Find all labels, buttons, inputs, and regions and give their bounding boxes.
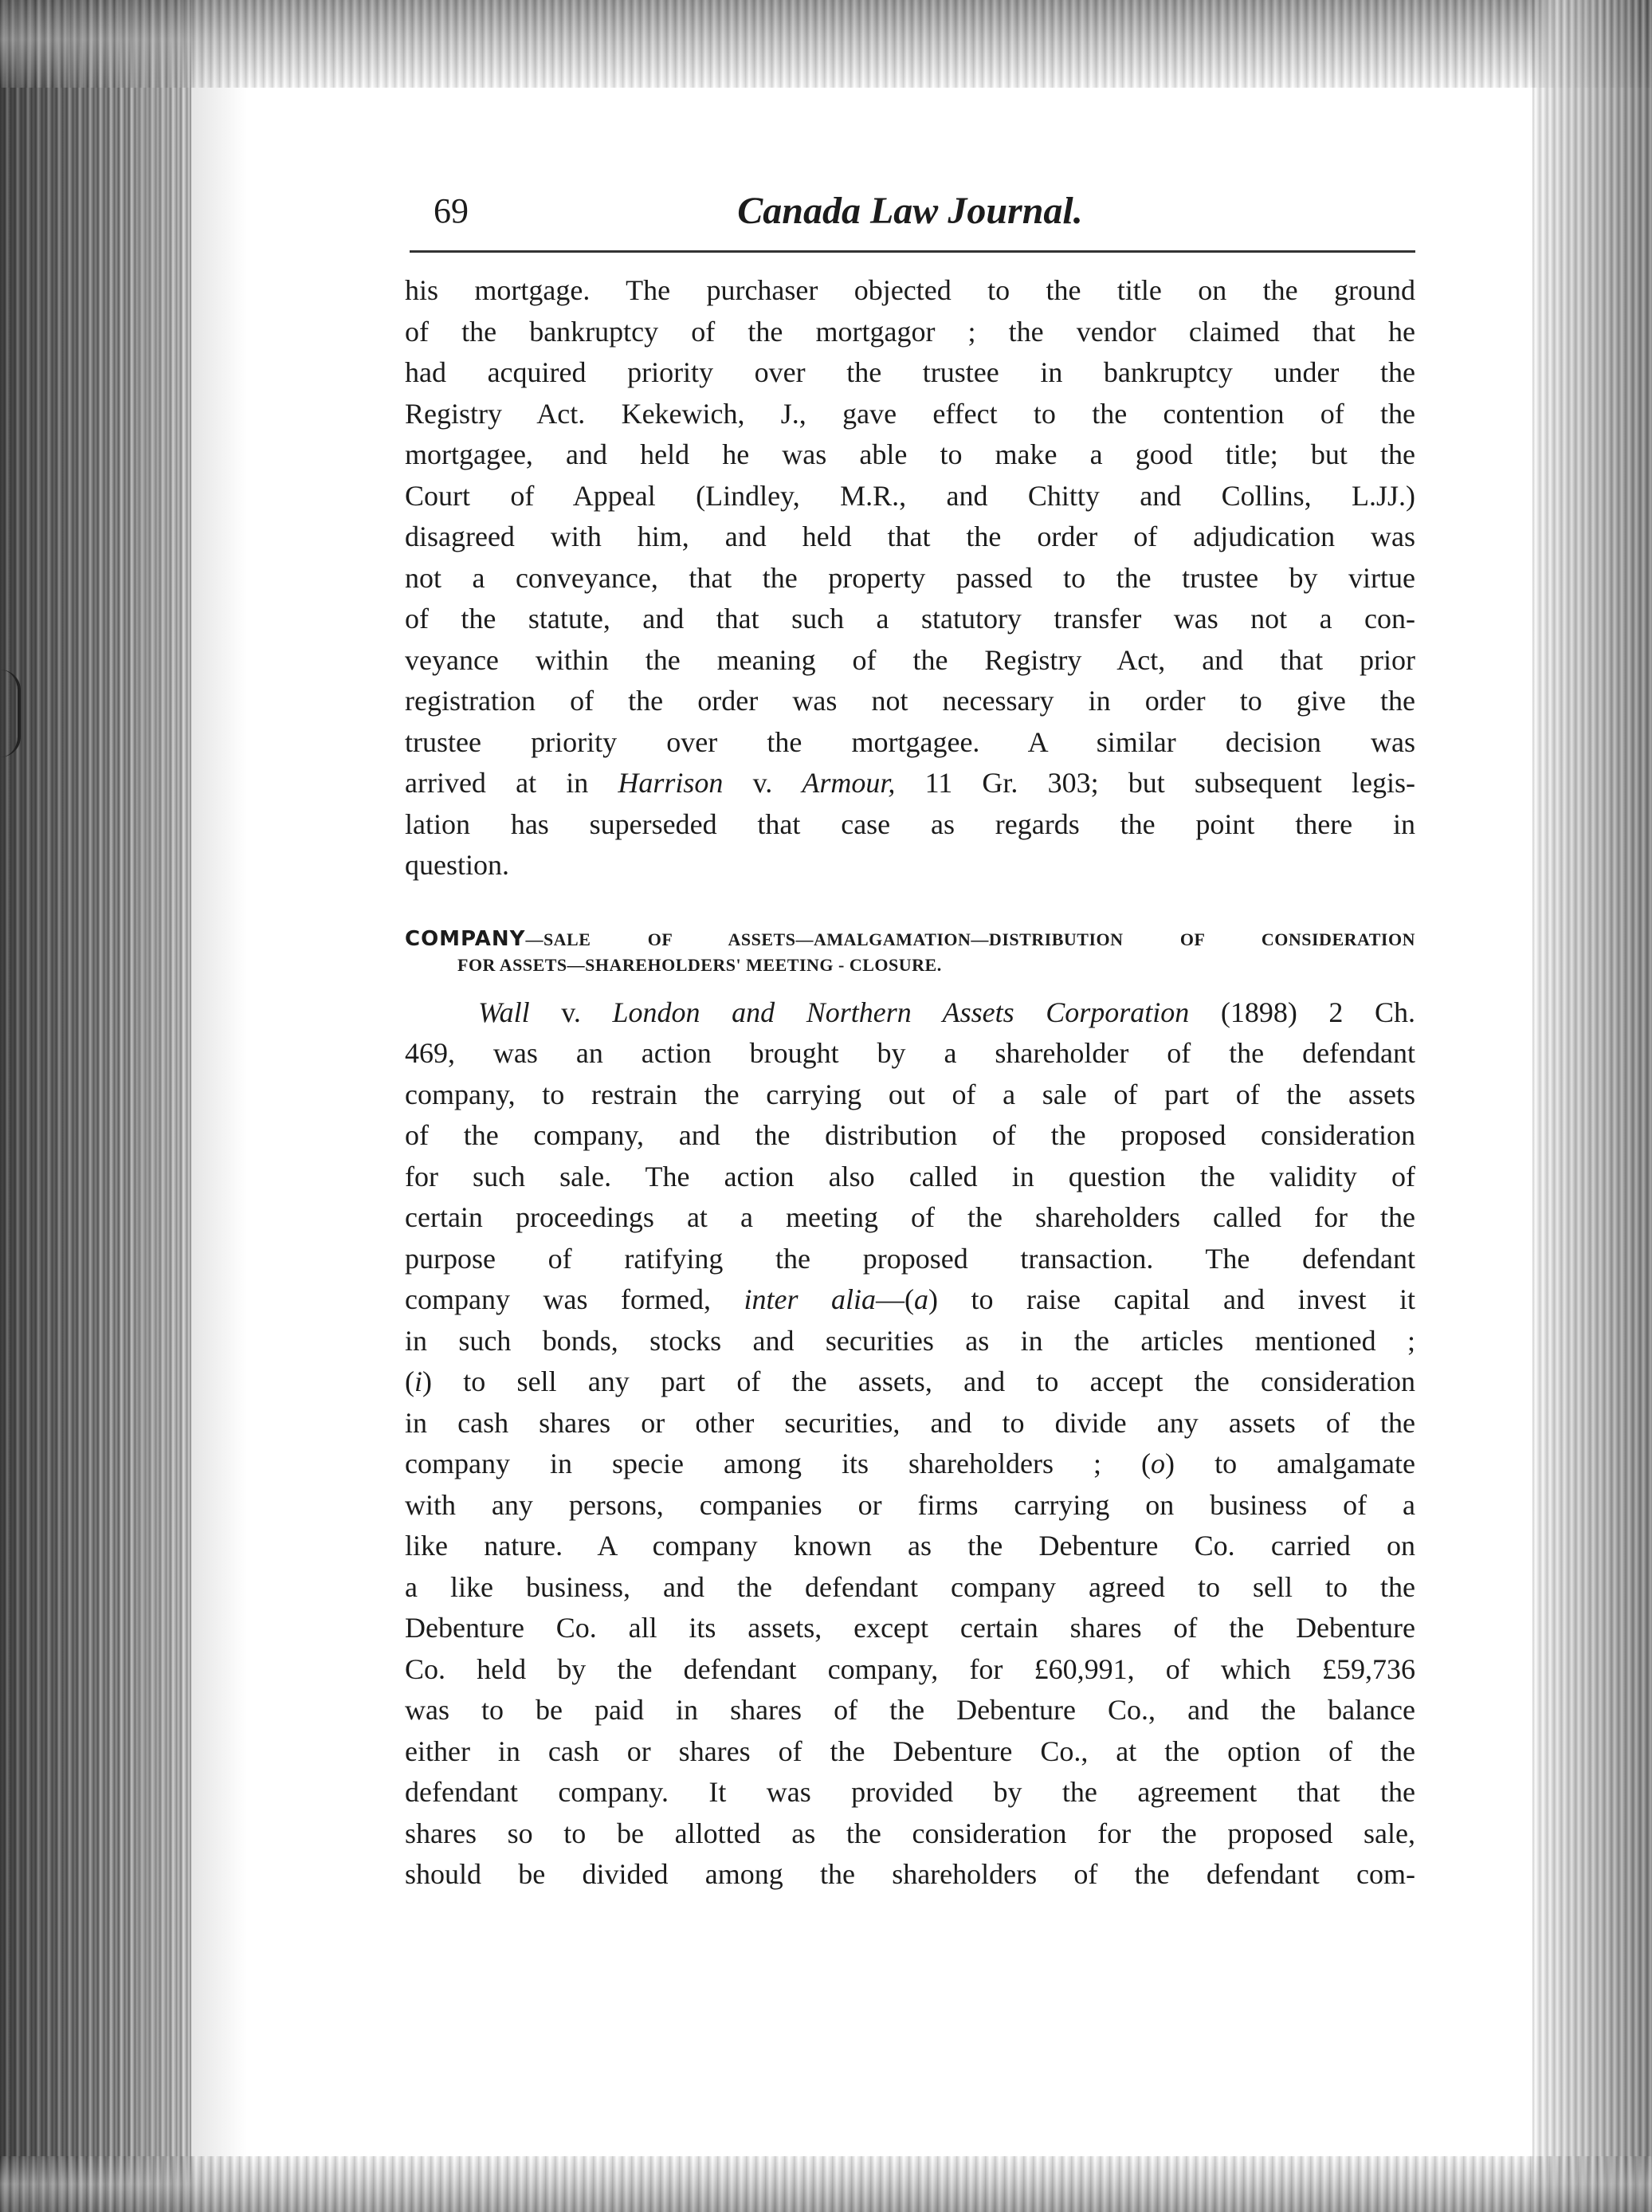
text-line: his mortgage. The purchaser objected to the title on the ground [405, 274, 1415, 306]
paragraph-case [405, 992, 1415, 1896]
scan-binding-fade [135, 0, 247, 2212]
text-line: not a conveyance, that the property passed to the trustee by virtue [405, 561, 1415, 594]
item-letter: i [414, 1365, 423, 1397]
case-title-line [405, 992, 1415, 1034]
text-line: Court of Appeal (Lindley, M.R., and Chitty and Collins, L.JJ.) [405, 479, 1415, 512]
text-line: for such sale. The action also called in question the validity of [405, 1160, 1415, 1192]
heading-rest: —SALE OF ASSETS—AMALGAMATION—DISTRIBUTION OF CONSIDERATION [525, 929, 1415, 949]
text-line: certain proceedings at a meeting of the shareholders called for the [405, 1201, 1415, 1233]
text-line: disagreed with him, and held that the order of adjudication was [405, 521, 1415, 552]
text-line: Debenture Co. all its assets, except certain shares of the Debenture [405, 1612, 1415, 1644]
document-page [405, 183, 1415, 1896]
text-fragment: v. [529, 996, 613, 1028]
margin-mark [0, 670, 21, 757]
case-citation: (1898) 2 Ch. [1189, 996, 1415, 1028]
text-line: 469, was an action brought by a shareholder of the defendant [405, 1037, 1415, 1069]
text-line: either in cash or shares of the Debenture Co., at the option of the [405, 1735, 1415, 1767]
text-line: in such bonds, stocks and securities as in the articles mentioned ; [405, 1324, 1415, 1357]
heading-line-2: FOR ASSETS—SHAREHOLDERS' MEETING - CLOSURE. [457, 954, 942, 975]
text-fragment: ) to amalgamate [1165, 1448, 1415, 1479]
case-party-1: Harrison [618, 767, 724, 799]
text-fragment: —( [876, 1283, 915, 1315]
heading-line-1 [405, 926, 1415, 953]
text-fragment: company in specie among its shareholders ; ( [405, 1448, 1152, 1479]
journal-title: Canada Law Journal. [737, 190, 1083, 232]
text-line: registration of the order was not necessary in order to give the [405, 685, 1415, 717]
text-line: mortgagee, and held he was able to make a good title; but the [405, 438, 1415, 470]
scan-right-edge [1532, 0, 1652, 2212]
text-line: company, to restrain the carrying out of a sale of part of the assets [405, 1078, 1415, 1110]
text-line: should be divided among the shareholders of the defendant com- [405, 1858, 1415, 1890]
text-line: with any persons, companies or firms carrying on business of a [405, 1488, 1415, 1521]
text-line: a like business, and the defendant company agreed to sell to the [405, 1570, 1415, 1603]
text-line: of the company, and the distribution of the proposed consideration [405, 1119, 1415, 1151]
header-rule [410, 250, 1415, 253]
case-party-1: Wall [478, 996, 530, 1028]
latin-term: inter alia [744, 1283, 877, 1315]
text-line [405, 1444, 1415, 1485]
text-fragment: v. [723, 767, 802, 799]
text-line: in cash shares or other securities, and to divide any assets of the [405, 1406, 1415, 1439]
paragraph-continuation [405, 270, 1415, 886]
running-head [405, 183, 1415, 239]
text-line: purpose of ratifying the proposed transaction. The defendant [405, 1242, 1415, 1275]
text-line: of the statute, and that such a statutory transfer was not a con- [405, 603, 1415, 635]
text-fragment: 11 Gr. 303; but subsequent legis- [895, 767, 1415, 799]
item-letter: a [914, 1283, 929, 1315]
text-fragment: ) to sell any part of the assets, and to accept the consideration [422, 1365, 1415, 1397]
text-fragment: ( [405, 1365, 414, 1397]
text-line [405, 1279, 1415, 1321]
text-line: had acquired priority over the trustee in bankruptcy under the [405, 356, 1415, 388]
text-line: of the bankruptcy of the mortgagor ; the vendor claimed that he [405, 315, 1415, 348]
scan-top-edge [0, 0, 1652, 88]
heading-lead: COMPANY [405, 926, 526, 951]
text-line: shares so to be allotted as the consideration for the proposed sale, [405, 1817, 1415, 1849]
text-line [405, 1361, 1415, 1403]
page-number: 69 [434, 191, 469, 230]
text-line: defendant company. It was provided by the agreement that the [405, 1776, 1415, 1808]
item-letter: o [1151, 1448, 1166, 1479]
text-line: question. [405, 849, 509, 881]
text-line: lation has superseded that case as regards the point there in [405, 807, 1415, 840]
case-party-2: London and Northern Assets Corporation [612, 996, 1190, 1028]
scan-bottom-edge [0, 2156, 1652, 2212]
text-line: Registry Act. Kekewich, J., gave effect to the contention of the [405, 397, 1415, 430]
text-fragment: company was formed, [405, 1283, 711, 1315]
text-line: Co. held by the defendant company, for £60,991, of which £59,736 [405, 1652, 1415, 1685]
text-line: veyance within the meaning of the Registry Act, and that prior [405, 643, 1415, 676]
text-line: trustee priority over the mortgagee. A similar decision was [405, 725, 1415, 758]
text-line: like nature. A company known as the Debenture Co. carried on [405, 1530, 1415, 1562]
text-line: was to be paid in shares of the Debenture Co., and the balance [405, 1694, 1415, 1726]
section-heading [405, 926, 1415, 978]
case-party-2: Armour, [802, 767, 896, 799]
text-line-case-citation [405, 763, 1415, 804]
text-fragment: arrived at in [405, 767, 589, 799]
text-fragment: ) to raise capital and invest it [928, 1283, 1416, 1315]
